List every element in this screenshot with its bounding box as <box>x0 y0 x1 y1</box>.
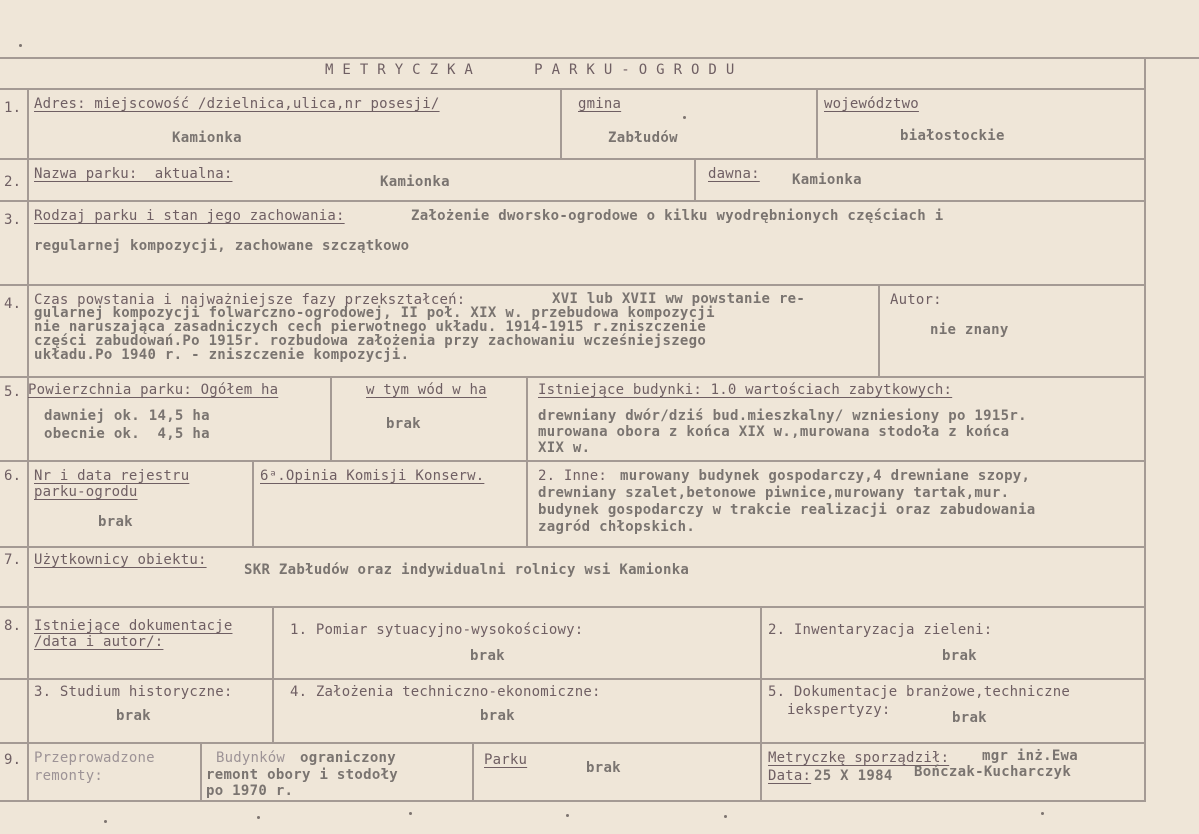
history-value: gularnej kompozycji folwarczno-ogrodowej, II poł. XIX w. przebudowa kompozycji <box>34 305 715 321</box>
greenery-inventory-label: 2. Inwentaryzacja zieleni: <box>768 622 993 638</box>
buildings-renovation-label: Budynków <box>216 750 286 766</box>
address-value: Kamionka <box>172 130 242 146</box>
other-buildings-value: drewniany szalet,betonowe piwnice,murowany tartak,mur. <box>538 485 1010 501</box>
row-number: 5. <box>4 384 22 400</box>
history-label: Czas powstania i najważniejsze fazy przekształceń: <box>34 292 466 308</box>
paper-speck <box>19 44 22 47</box>
paper-speck <box>257 816 260 819</box>
water-area-label: w tym wód w ha <box>366 382 487 398</box>
rule <box>0 57 1199 59</box>
park-renovation-label: Parku <box>484 752 528 768</box>
rule <box>1144 57 1146 800</box>
rule <box>200 742 202 800</box>
technical-assumptions-value: brak <box>480 708 515 724</box>
documentation-label: Istniejące dokumentacje <box>34 618 233 634</box>
rule <box>0 284 1146 286</box>
buildings-renovation-value: remont obory i stodoły <box>206 767 399 783</box>
row-number: 1. <box>4 100 22 116</box>
register-value: brak <box>98 514 133 530</box>
area-before-value: dawniej ok. 14,5 ha <box>44 408 210 424</box>
rule <box>0 546 1146 548</box>
documentation-label: /data i autor/: <box>34 634 164 650</box>
park-renovation-value: brak <box>586 760 621 776</box>
former-name-value: Kamionka <box>792 172 862 188</box>
rule <box>0 200 1146 202</box>
row-number: 9. <box>4 752 22 768</box>
historical-study-label: 3. Studium historyczne: <box>34 684 233 700</box>
gmina-value: Zabłudów <box>608 130 678 146</box>
row-number: 6. <box>4 468 22 484</box>
expertise-label: 5. Dokumentacje branżowe,techniczne <box>768 684 1071 700</box>
rule <box>0 742 1146 744</box>
expertise-value: brak <box>952 710 987 726</box>
expertise-label: iekspertyzy: <box>787 702 891 718</box>
other-buildings-value: budynek gospodarczy w trakcie realizacji oraz zabudowania <box>538 502 1036 518</box>
rule <box>0 158 1146 160</box>
author-label: Autor: <box>890 292 942 308</box>
register-label: parku-ogrodu <box>34 484 138 500</box>
paper-speck <box>409 812 412 815</box>
other-buildings-label: 2. Inne: <box>538 468 608 484</box>
rule <box>816 88 818 158</box>
history-value: układu.Po 1940 r. - zniszczenie kompozycji. <box>34 347 410 363</box>
author-value: nie znany <box>930 322 1009 338</box>
rule <box>252 460 254 546</box>
author-name: Bończak-Kucharczyk <box>914 764 1072 780</box>
park-type-label: Rodzaj parku i stan jego zachowania: <box>34 208 345 224</box>
former-name-label: dawna: <box>708 166 760 182</box>
gmina-label: gmina <box>578 96 622 112</box>
rule <box>0 460 1146 462</box>
rule <box>526 376 528 546</box>
water-area-value: brak <box>386 416 421 432</box>
paper-speck <box>566 814 569 817</box>
buildings-renovation-value: po 1970 r. <box>206 783 294 799</box>
history-value: części zabudowań.Po 1915r. rozbudowa założenia przy zachowaniu wcześniejszego <box>34 333 707 349</box>
rule <box>0 678 1146 680</box>
paper-speck <box>104 820 107 823</box>
paper-speck <box>683 116 686 119</box>
survey-value: brak <box>470 648 505 664</box>
buildings-value: XIX w. <box>538 440 591 456</box>
rule <box>694 158 696 200</box>
greenery-inventory-value: brak <box>942 648 977 664</box>
rule <box>878 284 880 376</box>
area-now-value: obecnie ok. 4,5 ha <box>44 426 210 442</box>
area-label: Powierzchnia parku: Ogółem ha <box>28 382 279 398</box>
history-value: XVI lub XVII ww powstanie re- <box>552 291 806 307</box>
other-buildings-value: murowany budynek gospodarczy,4 drewniane szopy, <box>620 468 1031 484</box>
renovations-label: remonty: <box>34 768 104 784</box>
users-value: SKR Zabłudów oraz indywidualni rolnicy wsi Kamionka <box>244 562 690 578</box>
voivodeship-value: białostockie <box>900 128 1005 144</box>
address-label: Adres: miejscowość /dzielnica,ulica,nr posesji/ <box>34 96 440 112</box>
rule <box>0 376 1146 378</box>
buildings-value: drewniany dwór/dziś bud.mieszkalny/ wzniesiony po 1915r. <box>538 408 1027 424</box>
paper-speck <box>1041 812 1044 815</box>
rule <box>330 376 332 460</box>
row-number: 8. <box>4 618 22 634</box>
rule <box>272 606 274 742</box>
conservator-opinion-label: 6ᵃ.Opinia Komisji Konserw. <box>260 468 485 484</box>
prepared-by-value: mgr inż.Ewa <box>982 748 1079 764</box>
park-type-value: regularnej kompozycji, zachowane szczątkowo <box>34 238 410 254</box>
park-type-value: Założenie dworsko-ogrodowe o kilku wyodrębnionych częściach i <box>411 208 944 224</box>
rule <box>0 606 1146 608</box>
users-label: Użytkownicy obiektu: <box>34 552 207 568</box>
rule <box>0 800 1146 802</box>
renovations-label: Przeprowadzone <box>34 750 155 766</box>
buildings-label: Istniejące budynki: 1.0 wartościach zabytkowych: <box>538 382 953 398</box>
rule <box>760 606 762 742</box>
prepared-by-label: Metryczkę sporządził: <box>768 750 950 766</box>
document-title: METRYCZKA PARKU-OGRODU <box>325 62 744 78</box>
voivodeship-label: województwo <box>824 96 919 112</box>
park-name-label: Nazwa parku: aktualna: <box>34 166 233 182</box>
date-label: Data: <box>768 768 812 784</box>
buildings-value: murowana obora z końca XIX w.,murowana stodoła z końca <box>538 424 1010 440</box>
date-value: 25 X 1984 <box>814 768 893 784</box>
rule <box>0 88 1146 90</box>
rule <box>27 88 29 800</box>
register-label: Nr i data rejestru <box>34 468 190 484</box>
row-number: 3. <box>4 212 22 228</box>
rule <box>760 742 762 800</box>
buildings-renovation-value: ograniczony <box>300 750 397 766</box>
history-value: nie naruszająca zasadniczych cech pierwotnego układu. 1914-1915 r.zniszczenie <box>34 319 707 335</box>
park-name-value: Kamionka <box>380 174 450 190</box>
rule <box>560 88 562 158</box>
paper-speck <box>724 815 727 818</box>
rule <box>472 742 474 800</box>
row-number: 7. <box>4 552 22 568</box>
other-buildings-value: zagród chłopskich. <box>538 519 696 535</box>
survey-label: 1. Pomiar sytuacyjno-wysokościowy: <box>290 622 584 638</box>
row-number: 4. <box>4 296 22 312</box>
historical-study-value: brak <box>116 708 151 724</box>
technical-assumptions-label: 4. Założenia techniczno-ekonomiczne: <box>290 684 601 700</box>
row-number: 2. <box>4 174 22 190</box>
